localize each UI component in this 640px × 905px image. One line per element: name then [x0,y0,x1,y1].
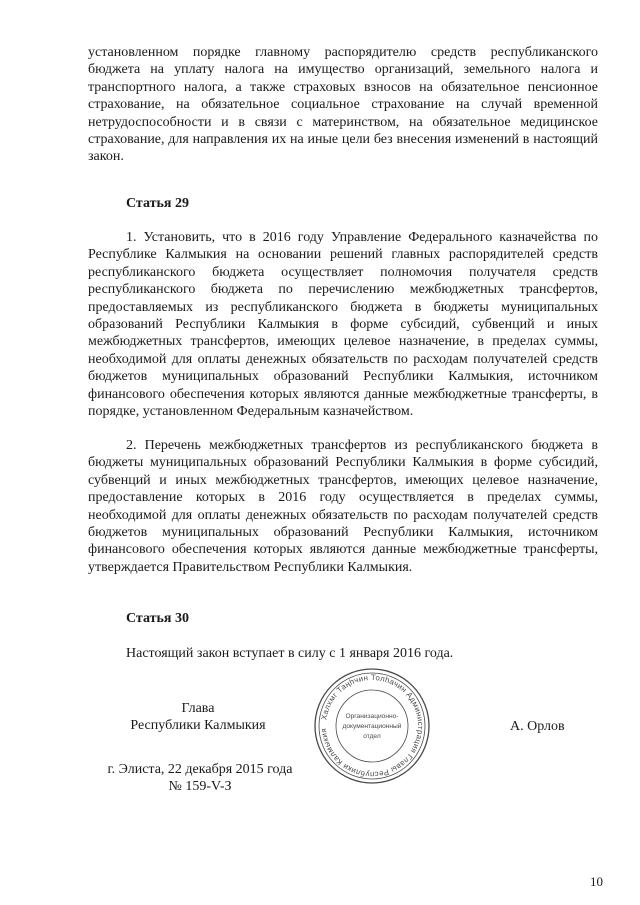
svg-text:документационный: документационный [342,723,402,730]
svg-text:отдел: отдел [363,733,381,740]
article-30-heading: Статья 30 [126,611,189,626]
article-29-paragraph-2: 2. Перечень межбюджетных трансфертов из республиканского бюджета в бюджеты муниципальных образований Республики Калмыкия в форме субсидий, субвенций и иных межбюджетных трансфертов, имеющих целевое назначение, предоставление которых в 2016 году осуществляется в пределах суммы, необходимой для оплаты денежных обязательств по расходам получателей средств бюджетов муниципальных образований Республики Калмыкия, источником финансового обеспечения которых являются данные межбюджетные трансферты, утверждается Правительством Республики Калмыкия. [88,438,598,575]
signature-title-line-1: Глава [181,701,215,716]
seal-inner-text [343,713,402,740]
seal-ring-text: Халхмг Таңһчин Толһачин Администрация Главы Республики Калмыкия [319,672,426,780]
page-number: 10 [590,874,603,889]
article-30-paragraph: Настоящий закон вступает в силу с 1 января 2016 года. [126,646,454,661]
svg-text:Организационно-: Организационно- [345,713,399,720]
intro-paragraph: установленном порядке главному распорядителю средств республиканского бюджета на уплату налога на имущество организаций, земельного налога и транспортного налога, а также страховых взносов на обязательное пенсионное страхование, на обязательное социальное страхование на случай временной нетрудоспособности и в связи с материнством, на обязательное медицинское страхование, для направления их на иные цели без внесения изменений в настоящий закон. [88,45,598,165]
official-seal-icon [312,666,432,786]
article-29-paragraph-1: 1. Установить, что в 2016 году Управление Федерального казначейства по Республике Калмыкия на основании решений главных распорядителей средств республиканского бюджета осуществляет полномочия получателя средств республиканского бюджета по перечислению межбюджетных трансфертов, предоставляемых из республиканского бюджета в бюджеты муниципальных образований Республики Калмыкия в форме субсидий, субвенций и иных межбюджетных трансфертов, имеющих целевое назначение, в пределах суммы, необходимой для оплаты денежных обязательств по расходам получателей средств бюджетов муниципальных образований Республики Калмыкия, источником финансового обеспечения которых являются данные межбюджетные трансферты, в порядке, установленном Федеральным казначейством. [88,230,598,420]
law-number: № 159-V-З [168,779,232,795]
place-date: г. Элиста, 22 декабря 2015 года [107,762,293,777]
article-29-heading: Статья 29 [126,196,189,211]
signature-place-block [90,761,310,796]
signature-title [110,700,286,735]
signature-title-line-2: Республики Калмыкия [130,718,266,734]
signature-name: А. Орлов [510,719,565,734]
